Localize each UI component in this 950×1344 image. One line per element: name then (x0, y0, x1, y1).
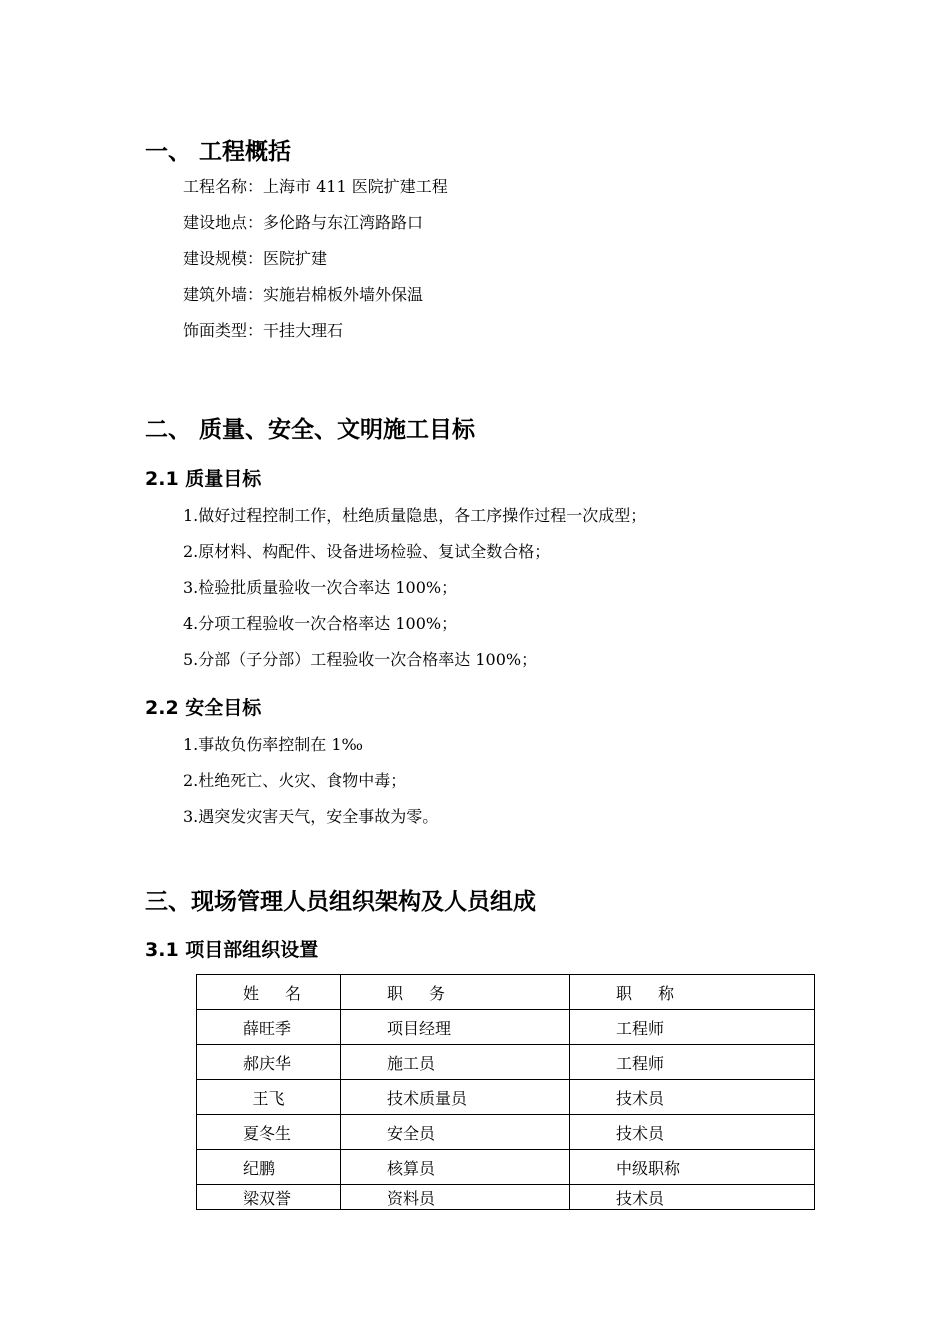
staff-position: 核算员 (341, 1150, 570, 1185)
staff-name: 郝庆华 (197, 1045, 341, 1080)
table-row (197, 1045, 815, 1080)
header-title-char: 职 (616, 983, 633, 1003)
quality-goal-item: 1.做好过程控制工作，杜绝质量隐患，各工序操作过程一次成型； (183, 506, 647, 525)
project-info-line: 饰面类型：干挂大理石 (183, 321, 344, 340)
staff-name: 纪鹏 (197, 1150, 341, 1185)
staff-name: 夏冬生 (197, 1115, 341, 1150)
project-info-line: 建筑外墙：实施岩棉板外墙外保温 (183, 285, 424, 304)
quality-goal-item: 3.检验批质量验收一次合率达 100%； (183, 578, 458, 597)
table-row (197, 1185, 815, 1210)
table-header-row (197, 975, 815, 1010)
staff-name: 薛旺季 (197, 1010, 341, 1045)
staff-title: 工程师 (570, 1045, 815, 1080)
staff-title: 中级职称 (570, 1150, 815, 1185)
staff-name: 梁双誉 (197, 1185, 341, 1210)
org-setup-heading: 3.1 项目部组织设置 (145, 939, 319, 961)
quality-goal-item: 2.原材料、构配件、设备进场检验、复试全数合格； (183, 542, 551, 561)
table-row (197, 1150, 815, 1185)
staff-position: 项目经理 (341, 1010, 570, 1045)
header-position-char: 职 (387, 983, 404, 1003)
quality-goals-heading: 2.1 质量目标 (145, 468, 262, 490)
quality-goal-item: 5.分部（子分部）工程验收一次合格率达 100%； (183, 650, 538, 669)
safety-goal-item: 3.遇突发灾害天气，安全事故为零。 (183, 807, 439, 826)
safety-goal-item: 2.杜绝死亡、火灾、食物中毒； (183, 771, 407, 790)
header-position (341, 975, 570, 1010)
section-2-title: 二、 质量、安全、文明施工目标 (145, 417, 476, 443)
table-row (197, 1080, 815, 1115)
staff-table (196, 974, 815, 1210)
header-name-char: 名 (285, 983, 302, 1003)
project-info-line: 建设地点：多伦路与东江湾路路口 (183, 213, 424, 232)
staff-title: 技术员 (570, 1185, 815, 1210)
table-row (197, 1010, 815, 1045)
staff-title: 工程师 (570, 1010, 815, 1045)
staff-title: 技术员 (570, 1115, 815, 1150)
staff-name: 王飞 (197, 1080, 341, 1115)
staff-position: 施工员 (341, 1045, 570, 1080)
staff-position: 资料员 (341, 1185, 570, 1210)
section-3-title: 三、现场管理人员组织架构及人员组成 (145, 889, 536, 915)
safety-goal-item: 1.事故负伤率控制在 1‰ (183, 735, 364, 754)
header-position-char: 务 (429, 983, 446, 1003)
staff-title: 技术员 (570, 1080, 815, 1115)
staff-position: 安全员 (341, 1115, 570, 1150)
project-info-line: 建设规模：医院扩建 (183, 249, 328, 268)
project-info-line: 工程名称：上海市 411 医院扩建工程 (183, 177, 448, 196)
header-name-char: 姓 (243, 983, 260, 1003)
header-name (197, 975, 341, 1010)
header-title (570, 975, 815, 1010)
table-row (197, 1115, 815, 1150)
section-1-title: 一、 工程概括 (145, 139, 292, 165)
safety-goals-heading: 2.2 安全目标 (145, 697, 262, 719)
quality-goal-item: 4.分项工程验收一次合格率达 100%； (183, 614, 458, 633)
staff-position: 技术质量员 (341, 1080, 570, 1115)
header-title-char: 称 (658, 983, 675, 1003)
